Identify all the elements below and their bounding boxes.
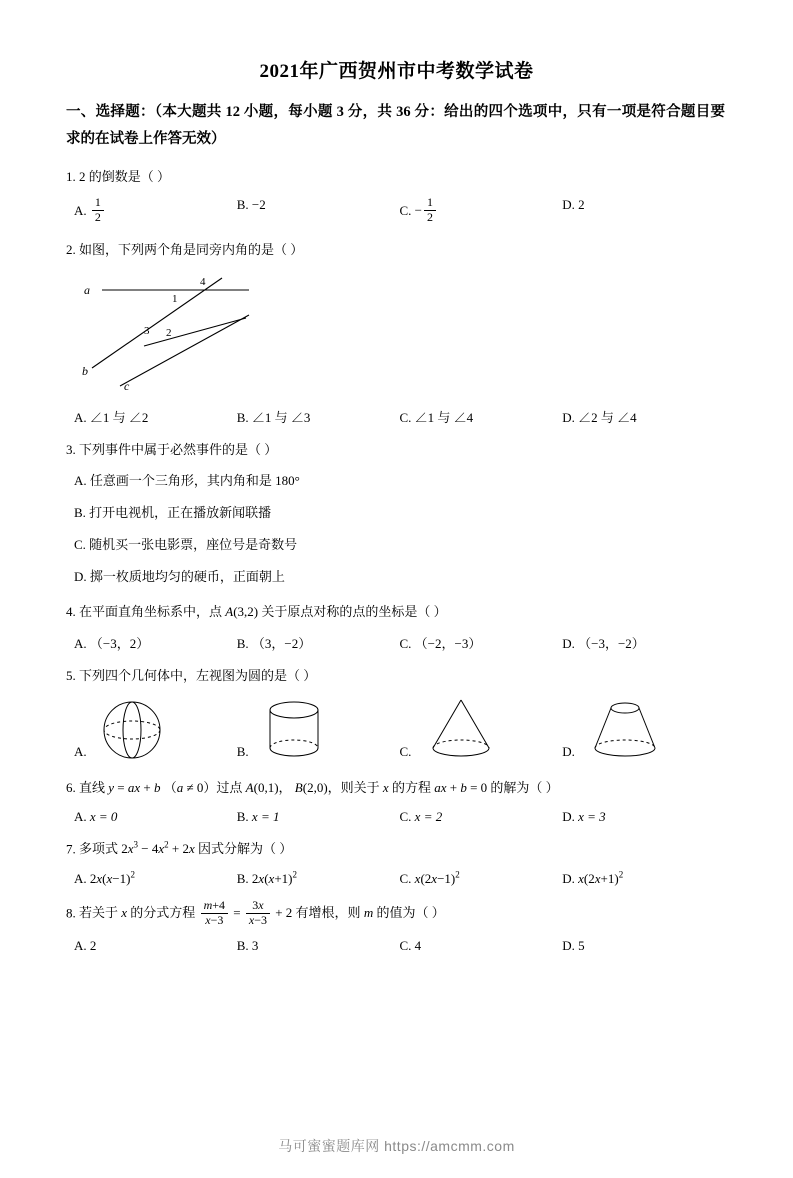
- q1-option-d[interactable]: [562, 197, 725, 226]
- section-heading: 一、选择题：（本大题共 12 小题，每小题 3 分，共 36 分：给出的四个选项中，只有一项是符合题目要求的在试卷上作答无效）: [66, 104, 725, 147]
- q4-option-d-label: D.: [562, 636, 575, 652]
- svg-text:b: b: [82, 363, 88, 378]
- q7-text: 多项式 $2x^3 - 4x^2 + 2x$ 因式分解为（ ）: [79, 839, 293, 857]
- q7-option-d[interactable]: [562, 870, 725, 887]
- q6-option-a-value: x = 0: [89, 808, 118, 824]
- q2-option-d[interactable]: [562, 407, 725, 426]
- q3-number: 3.: [66, 441, 76, 457]
- q8-option-d[interactable]: [562, 938, 725, 954]
- q1-option-c-fraction: [424, 196, 436, 225]
- q6-option-d-value: x = 3: [578, 808, 606, 824]
- question-7-options: [74, 870, 725, 887]
- q2-text: 如图，下列两个角是同旁内角的是（ ）: [79, 241, 304, 257]
- q6-option-b[interactable]: [237, 809, 400, 825]
- two-lines-angles-figure: [74, 268, 334, 393]
- q1-text: 2 的倒数是（ ）: [79, 168, 171, 184]
- q5-option-d-label: D.: [562, 743, 575, 759]
- q5-option-a[interactable]: [74, 692, 237, 764]
- q4-option-b-label: B.: [236, 636, 249, 652]
- exam-page: [0, 56, 793, 1178]
- q7-option-b-value: $2x(x+1)^2$: [251, 869, 297, 887]
- q6-option-b-label: B.: [236, 808, 249, 824]
- q1-option-b-value: −2: [251, 197, 266, 213]
- question-8-stem: [66, 900, 725, 929]
- q4-text-post: 关于原点对称的点的坐标是（ ）: [258, 604, 447, 620]
- q3-option-b-label: B.: [74, 505, 86, 521]
- q3-option-a-label: A.: [74, 473, 87, 489]
- q3-option-c-value: 随机买一张电影票，座位号是奇数号: [89, 536, 298, 552]
- q8-option-a-value: 2: [89, 937, 97, 953]
- q1-option-a[interactable]: [74, 197, 237, 226]
- q4-option-d-value: （−3，−2）: [578, 636, 645, 652]
- q8-option-a-label: A.: [74, 937, 87, 953]
- page-title: 2021年广西贺州市中考数学试卷: [259, 61, 534, 82]
- q3-option-b[interactable]: [74, 502, 725, 525]
- q7-option-b[interactable]: [237, 870, 400, 887]
- svg-text:4: 4: [200, 275, 206, 288]
- q1-option-c-den: 2: [424, 210, 436, 225]
- question-1-options: [74, 197, 725, 226]
- q3-option-a[interactable]: [74, 470, 725, 493]
- question-5-stem: [66, 665, 725, 688]
- q8-option-a[interactable]: [74, 938, 237, 954]
- q1-option-c-num: 1: [427, 195, 434, 210]
- q6-option-c-label: C.: [399, 808, 412, 824]
- q8-option-b[interactable]: [237, 938, 400, 954]
- q1-option-c-minus: −: [414, 202, 423, 218]
- q3-option-c[interactable]: [74, 534, 725, 557]
- question-5-shapes: [74, 692, 725, 764]
- question-3-stem: [66, 439, 725, 462]
- q1-option-a-num: 1: [94, 195, 101, 210]
- page-content: [66, 99, 725, 954]
- question-2-figure: [74, 268, 725, 398]
- q8-text: 若关于 x 的分式方程 $\frac{m+4}{x-3}$ = $\frac{3x}{x-3}$ + 2 有增根，则 m 的值为（ ）: [79, 898, 445, 927]
- q6-option-c-value: x = 2: [414, 808, 443, 824]
- q6-option-d[interactable]: [562, 809, 725, 825]
- svg-text:3: 3: [144, 324, 150, 337]
- q3-option-b-value: 打开电视机，正在播放新闻联播: [89, 505, 272, 521]
- q2-option-c-value: ∠1 与 ∠4: [414, 409, 474, 425]
- q5-option-a-label: A.: [74, 743, 87, 759]
- svg-text:a: a: [84, 282, 90, 297]
- watermark: 马可蜜蜜题库网 https://amcmm.com: [278, 1138, 515, 1154]
- svg-text:c: c: [124, 378, 130, 393]
- q1-option-d-value: 2: [578, 197, 585, 213]
- question-2-stem: [66, 239, 725, 262]
- q4-option-a-value: （−3，2）: [89, 636, 150, 652]
- q6-option-d-label: D.: [562, 808, 575, 824]
- q5-option-b-label: B.: [236, 743, 249, 759]
- q4-option-c-label: C.: [399, 636, 412, 652]
- q5-option-c[interactable]: [400, 692, 563, 764]
- question-6-stem: [66, 777, 725, 800]
- q6-text: 直线 y = ax + b （a ≠ 0）过点 A(0,1)， B(2,0)，则关于 x 的方程 ax + b = 0 的解为（ ）: [79, 779, 559, 795]
- q1-option-a-label: A.: [74, 202, 87, 218]
- q7-option-a[interactable]: [74, 870, 237, 887]
- q1-option-a-fraction: [92, 196, 104, 225]
- q1-option-d-label: D.: [562, 197, 575, 213]
- sphere-shape: [93, 692, 171, 764]
- q8-option-b-label: B.: [236, 937, 249, 953]
- q1-option-a-den: 2: [92, 210, 104, 225]
- q2-option-b-value: ∠1 与 ∠3: [251, 409, 311, 425]
- frustum-shape: [581, 692, 669, 764]
- q4-option-a[interactable]: [74, 633, 237, 652]
- q7-option-a-label: A.: [74, 871, 87, 887]
- question-4-options: [74, 633, 725, 652]
- cone-shape: [417, 692, 505, 764]
- q7-option-a-value: $2x(x-1)^2$: [89, 869, 135, 887]
- q3-option-d-label: D.: [74, 568, 87, 584]
- question-4-stem: [66, 601, 725, 624]
- q2-option-d-value: ∠2 与 ∠4: [578, 409, 637, 425]
- q6-option-b-value: x = 1: [251, 808, 280, 824]
- q4-point-label: A: [225, 604, 234, 620]
- q7-option-c[interactable]: [400, 870, 563, 887]
- q7-number: 7.: [66, 841, 76, 857]
- question-2-options: [74, 407, 725, 426]
- q3-text: 下列事件中属于必然事件的是（ ）: [79, 441, 278, 457]
- q2-option-b[interactable]: [237, 407, 400, 426]
- q8-option-d-value: 5: [578, 937, 585, 953]
- q3-option-c-label: C.: [74, 536, 86, 552]
- q4-number: 4.: [66, 604, 76, 620]
- q8-option-c[interactable]: [400, 938, 563, 954]
- q2-number: 2.: [66, 241, 76, 257]
- q8-option-b-value: 3: [251, 937, 259, 953]
- svg-text:1: 1: [172, 292, 178, 305]
- q7-option-c-value: $x(2x-1)^2$: [414, 869, 460, 887]
- q6-number: 6.: [66, 779, 76, 795]
- q2-option-a-value: ∠1 与 ∠2: [89, 409, 149, 425]
- q4-option-c-value: （−2，−3）: [414, 636, 482, 652]
- q1-option-c[interactable]: [400, 197, 563, 226]
- q4-text-pre: 在平面直角坐标系中，点: [79, 604, 226, 620]
- q4-option-b-value: （3，−2）: [251, 636, 312, 652]
- q7-option-c-label: C.: [399, 871, 412, 887]
- q6-option-a[interactable]: [74, 809, 237, 825]
- question-1-stem: [66, 166, 725, 189]
- svg-text:2: 2: [166, 326, 172, 339]
- q5-option-d[interactable]: [562, 692, 725, 764]
- q2-option-c[interactable]: [400, 407, 563, 426]
- q6-option-c[interactable]: [400, 809, 563, 825]
- q2-option-b-label: B.: [236, 409, 249, 425]
- q1-option-b[interactable]: [237, 197, 400, 226]
- q5-number: 5.: [66, 668, 76, 684]
- cylinder-shape: [255, 692, 333, 764]
- q7-option-d-label: D.: [562, 871, 575, 887]
- q4-option-d[interactable]: [562, 633, 725, 652]
- q7-option-d-value: $x(2x+1)^2$: [578, 869, 624, 887]
- q1-option-c-label: C.: [399, 202, 412, 218]
- q8-option-c-label: C.: [399, 937, 412, 953]
- q5-option-b[interactable]: [237, 692, 400, 764]
- q5-option-c-label: C.: [399, 743, 412, 759]
- q4-option-c[interactable]: [400, 633, 563, 652]
- q4-point-coords: (3,2): [233, 604, 259, 620]
- q2-option-c-label: C.: [399, 409, 412, 425]
- q3-option-a-value: 任意画一个三角形，其内角和是 180°: [89, 473, 300, 489]
- question-6-options: [74, 809, 725, 825]
- q8-number: 8.: [66, 905, 76, 921]
- q1-number: 1.: [66, 168, 76, 184]
- q8-option-d-label: D.: [562, 937, 575, 953]
- q3-option-d[interactable]: [74, 566, 725, 589]
- q4-option-a-label: A.: [74, 636, 87, 652]
- question-8-options: [74, 938, 725, 954]
- q2-option-a-label: A.: [74, 409, 87, 425]
- q2-option-d-label: D.: [562, 409, 575, 425]
- q3-option-d-value: 掷一枚质地均匀的硬币，正面朝上: [89, 568, 285, 584]
- q4-option-b[interactable]: [237, 633, 400, 652]
- q6-option-a-label: A.: [74, 808, 87, 824]
- q7-option-b-label: B.: [236, 871, 249, 887]
- q2-option-a[interactable]: [74, 407, 237, 426]
- q8-option-c-value: 4: [414, 937, 422, 953]
- q1-option-b-label: B.: [236, 197, 249, 213]
- question-7-stem: [66, 838, 725, 861]
- q5-text: 下列四个几何体中，左视图为圆的是（ ）: [79, 668, 317, 684]
